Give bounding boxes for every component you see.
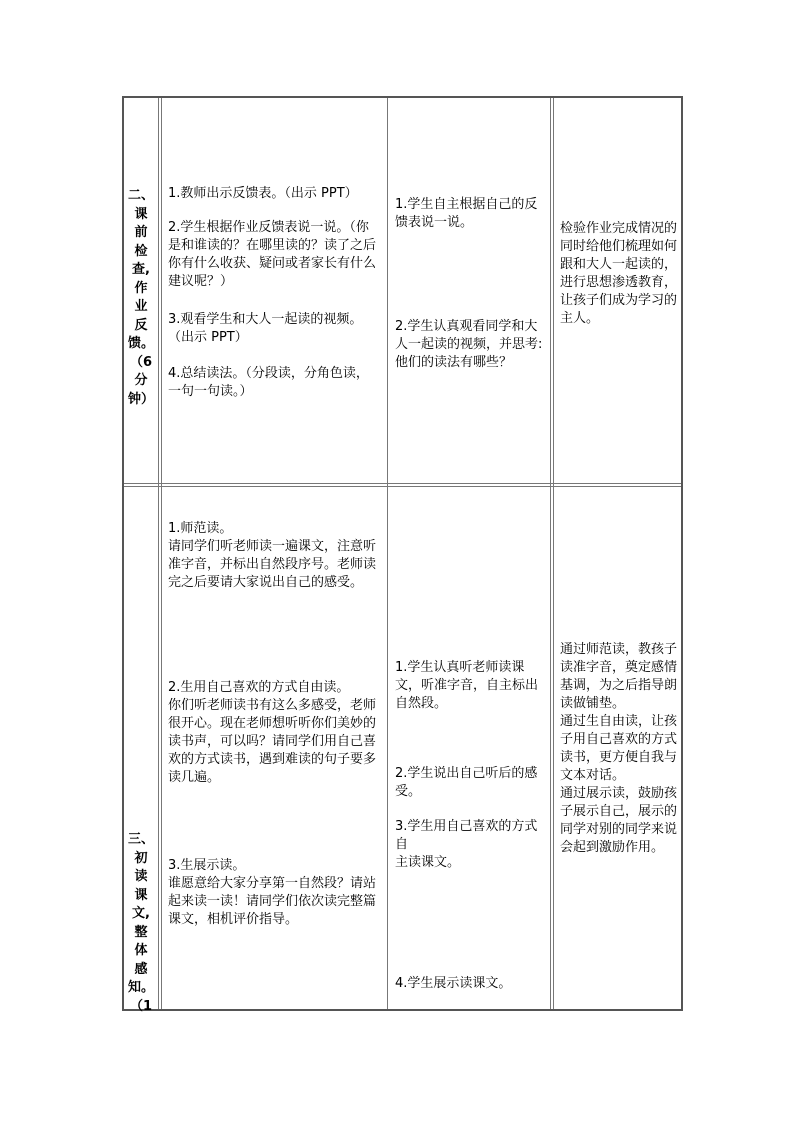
teacher-step-1: 1.教师出示反馈表。（出示 PPT） <box>168 186 358 201</box>
column-divider <box>387 98 388 1009</box>
column-divider <box>550 98 554 1009</box>
student-step-2: 2.学生认真观看同学和大人一起读的视频，并思考: 他们的读法有哪些？ <box>395 319 547 370</box>
student-step-1: 1.学生认真听老师读课文，听准字音，自主标出自然段。 <box>395 660 539 711</box>
teacher-step-2: 2.生用自己喜欢的方式自由读。 你们听老师读书有这么多感受，老师很开心。现在老师想听听你们美妙的读书声，可以吗？请同学们用自己喜欢的方式读书，遇到难读的句子要多读几遍。 <box>168 680 377 785</box>
lesson-plan-table <box>122 96 683 1014</box>
stage-label-section2: 二、 课 前 检 查, 作 业 反 馈。 （6 分 钟） <box>127 188 154 407</box>
student-step-2: 2.学生说出自己听后的感受。 <box>395 766 538 799</box>
design-intent-section2: 检验作业完成情况的同时给他们梳理如何跟和大人一起读的，进行思想渗透教育，让孩子们成为学习的主人。 <box>560 221 678 326</box>
student-step-3: 3.学生用自己喜欢的方式自 主读课文。 <box>395 819 538 870</box>
teacher-step-4: 4.总结读法。（分段读，分角色读，一句一句读。） <box>168 366 369 399</box>
teacher-step-2: 2.学生根据作业反馈表说一说。（你是和谁读的？在哪里读的？读了之后你有什么收获、疑问或者家长有什么建议呢？） <box>168 220 377 289</box>
teacher-step-3: 3.观看学生和大人一起读的视频。（出示 PPT） <box>168 312 363 345</box>
teacher-step-3: 3.生展示读。 谁愿意给大家分享第一自然段？请站起来读一读！请同学们依次读完整篇课文，相机评价指导。 <box>168 858 377 927</box>
column-divider <box>158 98 162 1009</box>
teacher-step-1: 1.师范读。 请同学们听老师读一遍课文，注意听准字音，并标出自然段序号。老师读完之后要请大家说出自己的感受。 <box>168 521 377 590</box>
design-intent-section3: 通过师范读，教孩子读准字音，奠定感情基调，为之后指导朗读做铺垫。 通过生自由读，让孩子用自己喜欢的方式读书，更方便自我与文本对话。 通过展示读，鼓励孩子展示自己，展示的同学对别的同学来说会起到激励作用。 <box>560 642 678 855</box>
student-step-4: 4.学生展示读课文。 <box>395 976 512 991</box>
stage-label-section3: 三、 初 读 课 文, 整 体 感 知。 （1 <box>127 832 154 1014</box>
student-step-1: 1.学生自主根据自己的反馈表说一说。 <box>395 197 538 230</box>
row-divider <box>124 483 681 487</box>
